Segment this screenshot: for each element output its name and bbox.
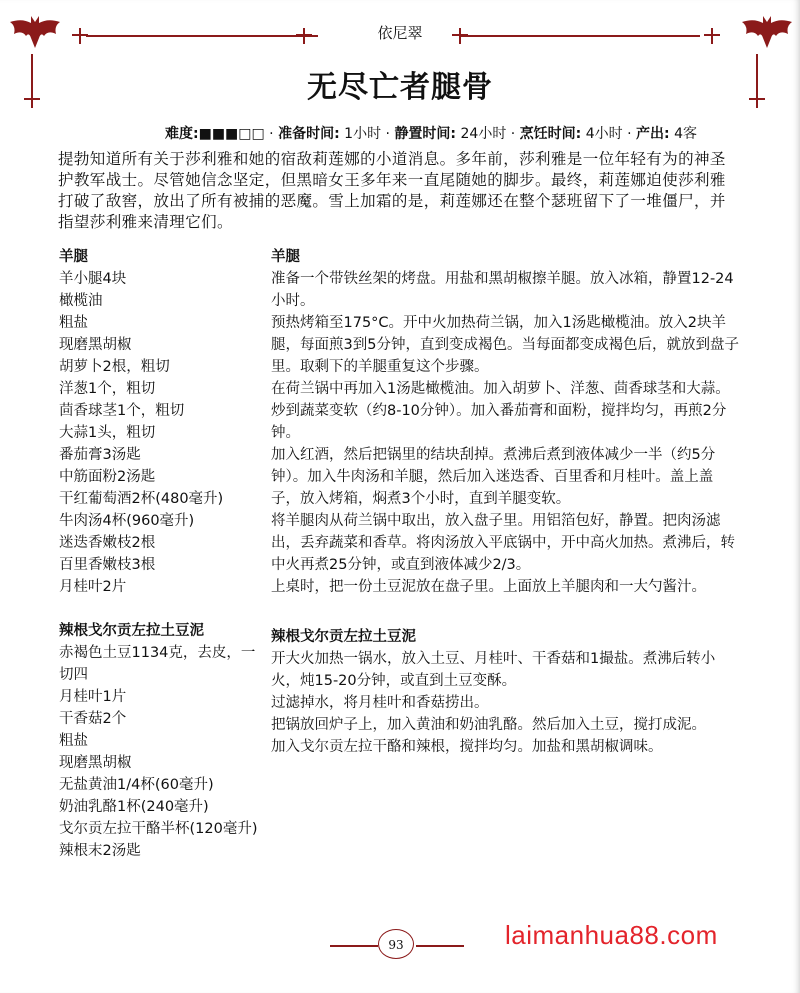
ingredient-item: 无盐黄油1/4杯(60毫升) [59, 777, 214, 793]
steps-potato-title: 辣根戈尔贡左拉土豆泥 [271, 629, 416, 645]
yield-label: 产出: [636, 126, 670, 142]
section-gap [271, 598, 741, 626]
ingredient-item: 洋葱1个，粗切 [59, 381, 156, 397]
cook-time-value: 4小时 [585, 126, 623, 142]
step-paragraph: 准备一个带铁丝架的烤盘。用盐和黑胡椒擦羊腿。放入冰箱，静置12-24小时。 [271, 271, 734, 309]
step-paragraph: 预热烤箱至175°C。开中火加热荷兰锅，加入1汤匙橄榄油。放入2块羊腿，每面煎3到5分钟，直到变成褐色。当每面都变成褐色后，就放到盘子里。取剩下的羊腿重复这个步骤。 [271, 315, 739, 375]
ingredient-item: 干红葡萄酒2杯(480毫升) [59, 491, 224, 507]
watermark: laimanhua88.com [505, 920, 718, 950]
chapter-name: 依尼翠 [377, 24, 423, 42]
ingredient-item: 戈尔贡左拉干酪半杯(120毫升) [59, 821, 258, 837]
page-number: 93 [378, 929, 414, 959]
rest-time-label: 静置时间: [394, 126, 457, 142]
ingredient-item: 番茄膏3汤匙 [59, 447, 141, 463]
ingredient-item: 现磨黑胡椒 [59, 337, 132, 353]
ingredient-item: 茴香球茎1个，粗切 [59, 403, 185, 419]
recipe-title: 无尽亡者腿骨 [307, 70, 493, 105]
ingredient-item: 奶油乳酪1杯(240毫升) [59, 799, 209, 815]
step-paragraph: 在荷兰锅中再加入1汤匙橄榄油。加入胡萝卜、洋葱、茴香球茎和大蒜。炒到蔬菜变软（约8-10分钟）。加入番茄膏和面粉，搅拌均匀，再煎2分钟。 [271, 381, 730, 441]
intro-paragraph: 提勃知道所有关于莎利雅和她的宿敌莉莲娜的小道消息。多年前，莎利雅是一位年轻有为的神圣护教军战士。尽管她信念坚定，但黑暗女王多年来一直尾随她的脚步。最终，莉莲娜迫使莎利雅打破了敌窖，放出了所有被捕的恶魔。雪上加霜的是，莉莲娜还在整个瑟班留下了一堆僵尸，并指望莎利雅来清理它们。 [58, 150, 726, 231]
difficulty-label: 难度: [164, 126, 199, 142]
ingredient-item: 百里香嫩枝3根 [59, 557, 156, 573]
rest-time-value: 24小时 [460, 126, 507, 142]
recipe-meta: 难度:■■■□□ · 准备时间: 1小时 · 静置时间: 24小时 · 烹饪时间: 4小时 · 产出: 4客 [164, 126, 698, 142]
yield-value: 4客 [674, 126, 698, 142]
step-paragraph: 加入戈尔贡左拉干酪和辣根，搅拌均匀。加盐和黑胡椒调味。 [271, 739, 663, 755]
cook-time-label: 烹饪时间: [519, 126, 582, 142]
ingredient-item: 月桂叶1片 [59, 689, 127, 705]
ingredients-lamb-title: 羊腿 [59, 249, 88, 265]
ingredient-item: 橄榄油 [59, 293, 103, 309]
prep-time-value: 1小时 [344, 126, 382, 142]
step-paragraph: 上桌时，把一份土豆泥放在盘子里。上面放上羊腿肉和一大勺酱汁。 [271, 579, 706, 595]
step-paragraph: 开大火加热一锅水，放入土豆、月桂叶、干香菇和1撮盐。煮沸后转小火，炖15-20分钟，或直到土豆变酥。 [271, 651, 716, 689]
step-paragraph: 过滤掉水，将月桂叶和香菇捞出。 [271, 695, 489, 711]
ingredient-item: 干香菇2个 [59, 711, 127, 727]
ingredient-item: 中筋面粉2汤匙 [59, 469, 156, 485]
step-paragraph: 把锅放回炉子上，加入黄油和奶油乳酪。然后加入土豆，搅打成泥。 [271, 717, 706, 733]
ingredient-item: 羊小腿4块 [59, 271, 127, 287]
ingredient-item: 辣根末2汤匙 [59, 843, 141, 859]
ingredient-item: 牛肉汤4杯(960毫升) [59, 513, 195, 529]
ingredient-item: 粗盐 [59, 315, 88, 331]
steps-column [271, 246, 741, 758]
ingredient-item: 迷迭香嫩枝2根 [59, 535, 156, 551]
ingredient-item: 大蒜1头，粗切 [59, 425, 156, 441]
prep-time-label: 准备时间: [278, 126, 340, 142]
ingredients-column [59, 246, 259, 862]
step-paragraph: 加入红酒，然后把锅里的结块刮掉。煮沸后煮到液体减少一半（约5分钟）。加入牛肉汤和羊腿，然后加入迷迭香、百里香和月桂叶。盖上盖子，放入烤箱，焖煮3个小时，直到羊腿变软。 [271, 447, 716, 507]
difficulty-value: ■■■□□ [198, 126, 265, 142]
section-gap [59, 598, 259, 620]
step-paragraph: 将羊腿肉从荷兰锅中取出，放入盘子里。用铝箔包好，静置。把肉汤滤出，丢弃蔬菜和香草。将肉汤放入平底锅中，开中高火加热。煮沸后，转中火再煮25分钟，或直到液体减少2/3。 [271, 513, 735, 573]
steps-lamb-title: 羊腿 [271, 249, 300, 265]
footer-rule-right [416, 945, 464, 947]
ingredient-item: 粗盐 [59, 733, 88, 749]
ingredient-item: 月桂叶2片 [59, 579, 127, 595]
footer-rule-left [330, 945, 378, 947]
ingredient-item: 赤褐色土豆1134克，去皮，一切四 [59, 645, 256, 683]
ingredients-potato-title: 辣根戈尔贡左拉土豆泥 [59, 623, 204, 639]
ingredient-item: 胡萝卜2根，粗切 [59, 359, 170, 375]
ingredient-item: 现磨黑胡椒 [59, 755, 132, 771]
